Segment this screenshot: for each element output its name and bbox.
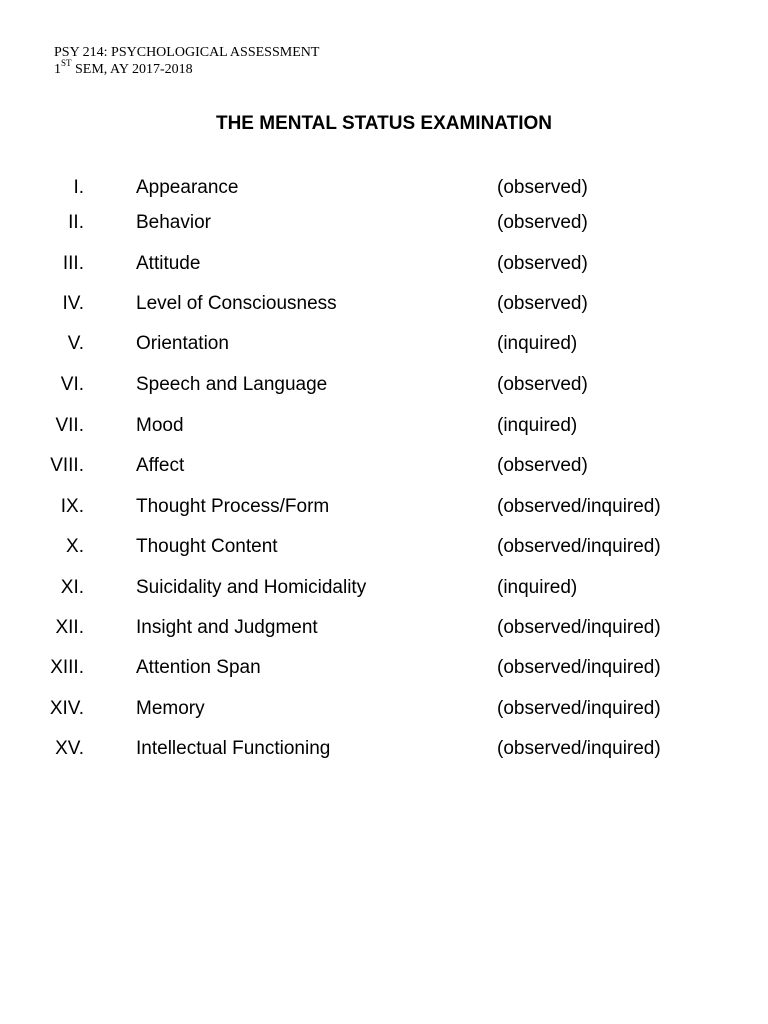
list-item xyxy=(0,291,768,317)
item-number: XIV. xyxy=(49,698,84,719)
list-item xyxy=(0,331,768,357)
list-item xyxy=(0,575,768,601)
page-title: THE MENTAL STATUS EXAMINATION xyxy=(215,113,552,134)
item-label: Insight and Judgment xyxy=(136,617,318,638)
list-item xyxy=(0,615,768,641)
list-item xyxy=(0,372,768,398)
item-label: Appearance xyxy=(136,177,239,198)
item-number: XV. xyxy=(55,738,84,759)
item-method: (observed/inquired) xyxy=(497,738,661,759)
list-item xyxy=(0,696,768,722)
list-item xyxy=(0,534,768,560)
item-method: (inquired) xyxy=(497,333,578,354)
item-label: Memory xyxy=(136,698,205,719)
item-method: (inquired) xyxy=(497,577,578,598)
item-number: IV. xyxy=(62,293,84,314)
item-method: (observed/inquired) xyxy=(497,657,661,678)
item-number: V. xyxy=(67,333,84,354)
item-number: IX. xyxy=(60,496,84,517)
list-item xyxy=(0,210,768,236)
item-method: (observed) xyxy=(497,253,588,274)
item-label: Suicidality and Homicidality xyxy=(136,577,367,598)
item-method: (inquired) xyxy=(497,415,578,436)
semester-rest: SEM, AY 2017-2018 xyxy=(71,62,193,77)
item-number: VII. xyxy=(55,415,84,436)
item-label: Behavior xyxy=(136,212,211,233)
item-method: (observed) xyxy=(497,177,588,198)
item-number: XIII. xyxy=(50,657,84,678)
item-label: Speech and Language xyxy=(136,374,328,395)
item-number: II. xyxy=(68,212,84,233)
list-item xyxy=(0,655,768,681)
course-title: PSY 214: PSYCHOLOGICAL ASSESSMENT xyxy=(54,45,320,60)
item-method: (observed) xyxy=(497,212,588,233)
item-number: XI. xyxy=(60,577,84,598)
list-item xyxy=(0,736,768,762)
item-label: Level of Consciousness xyxy=(136,293,337,314)
item-method: (observed/inquired) xyxy=(497,536,661,557)
list-item xyxy=(0,251,768,277)
item-number: X. xyxy=(66,536,84,557)
item-method: (observed/inquired) xyxy=(497,496,661,517)
semester-number: 1 xyxy=(54,62,61,77)
item-method: (observed) xyxy=(497,455,588,476)
item-number: XII. xyxy=(55,617,84,638)
item-method: (observed/inquired) xyxy=(497,698,661,719)
item-method: (observed/inquired) xyxy=(497,617,661,638)
item-label: Intellectual Functioning xyxy=(136,738,331,759)
list-item xyxy=(0,413,768,439)
item-number: III. xyxy=(62,253,84,274)
list-item xyxy=(0,453,768,479)
item-label: Affect xyxy=(136,455,185,476)
item-label: Orientation xyxy=(136,333,229,354)
list-item xyxy=(0,494,768,520)
item-label: Thought Process/Form xyxy=(136,496,330,517)
item-label: Attitude xyxy=(136,253,201,274)
item-number: VIII. xyxy=(50,455,84,476)
item-number: VI. xyxy=(60,374,84,395)
item-method: (observed) xyxy=(497,293,588,314)
item-method: (observed) xyxy=(497,374,588,395)
item-label: Thought Content xyxy=(136,536,278,557)
item-label: Attention Span xyxy=(136,657,261,678)
item-label: Mood xyxy=(136,415,184,436)
semester-line xyxy=(54,58,319,78)
item-number: I. xyxy=(73,177,84,198)
document-header xyxy=(54,44,319,78)
semester-ordinal-suffix: ST xyxy=(61,58,72,69)
list-item xyxy=(0,175,768,201)
